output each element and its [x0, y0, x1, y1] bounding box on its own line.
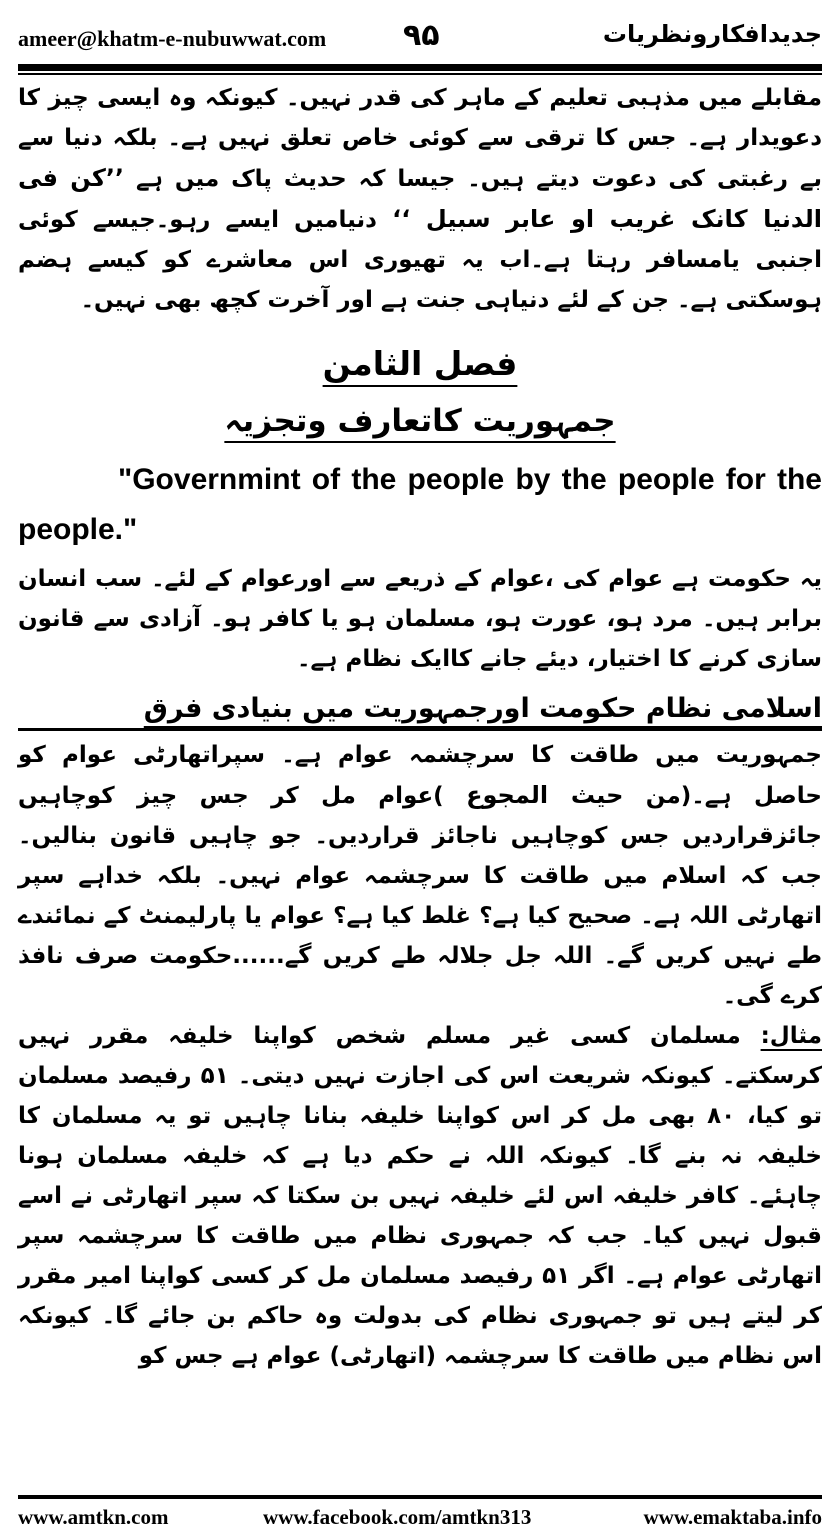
hadith-quote: ’’کن فی الدنیا کانک غریب او عابر سبیل ‘‘ — [18, 164, 822, 233]
example-text: مسلمان کسی غیر مسلم شخص کواپنا خلیفہ مقرر نہیں کرسکتے۔ کیونکہ شریعت اس کی اجازت نہیں دیتی۔ ۵۱ رفیصد مسلمان تو کیا، ۸۰ بھی مل کر اس کواپنا خلیفہ بنانا چاہیں تو یہ مسلمان کا خلیفہ نہ بنے گا۔ کیونکہ اللہ نے حکم دیا ہے کہ خلیفہ مسلمان ہونا چاہئے۔ کافر خلیفہ اس لئے خلیفہ نہیں بن سکتا کہ سپر اتھارٹی نے اسے قبول نہیں کیا۔ جب کہ جمہوری نظام میں طاقت کا سرچشمہ سپر اتھارٹی عوام ہے۔ اگر ۵۱ رفیصد مسلمان مل کر کسی کواپنا امیر مقرر کر لیتے ہیں تو جمہوری نظام کی بدولت وہ حاکم بن جائے گا۔ کیونکہ اس نظام میں طاقت کا سرچشمہ (اتھارٹی) عوام ہے جس کو — [18, 1023, 823, 1369]
footer-link-facebook[interactable]: www.facebook.com/amtkn313 — [263, 1505, 532, 1529]
example-paragraph — [18, 1016, 822, 1376]
footer-link-amtkn[interactable]: www.amtkn.com — [18, 1505, 169, 1529]
example-label: مثال: — [760, 1023, 822, 1049]
intro-line-3: دنیامیں ایسے رہو۔جیسے کوئی اجنبی یامسافر رہتا ہے۔اب یہ تھیوری اس معاشرے کو کیسے ہضم ہوسکتی ہے۔ جن کے لئے دنیاہی جنت ہے اور آخرت کچھ بھی نہیں۔ — [18, 207, 822, 313]
difference-after: )عوام مل کر جس چیز کوچاہیں جائزقراردیں جس کوچاہیں ناجائز قراردیں۔ جو چاہیں قانون بنالیں۔ جب کہ اسلام میں طاقت کا سرچشمہ عوام نہیں۔ بلکہ خداہے سپر اتھارٹی اللہ ہے۔ صحیح کیا ہے؟ غلط کیا ہے؟ عوام یا پارلیمنٹ کے نمائندے طے نہیں کریں گے۔ اللہ جل جلالہ طے کریں گے......حکومت صرف نافذ کرے گی۔ — [18, 783, 822, 1009]
page-number: ۹۵ — [403, 18, 440, 53]
section-divider — [18, 728, 822, 731]
difference-before: جمہوریت میں طاقت کا سرچشمہ عوام ہے۔ سپراتھارٹی عوام کو حاصل ہے۔(من — [18, 742, 822, 809]
page-footer — [18, 1505, 822, 1535]
section-title — [18, 344, 822, 383]
english-quote: "Governmint of the people by the people for the people." — [18, 463, 822, 546]
footer-rule — [18, 1495, 822, 1499]
footer-link-emaktaba[interactable]: www.emaktaba.info — [643, 1505, 822, 1529]
section-subtitle — [18, 403, 822, 439]
header-email: ameer@khatm-e-nubuwwat.com — [18, 26, 327, 51]
quote-translation: یہ حکومت ہے عوام کی ،عوام کے ذریعے سے اورعوام کے لئے۔ سب انسان برابر ہیں۔ مرد ہو، عورت ہو، مسلمان ہو یا کافر ہو۔ آزادی سے قانون سازی کرنے کا اختیار، دیئے جانے کاایک نظام ہے۔ — [18, 566, 822, 672]
page-body — [18, 78, 822, 1376]
header-rule-thick — [18, 64, 822, 71]
section-subtitle-text: جمہوریت کاتعارف وتجزیہ — [224, 403, 616, 439]
book-title: جدیدافکارونظریات — [602, 20, 822, 48]
page-header — [18, 20, 822, 60]
difference-heading — [18, 693, 822, 724]
intro-line-1: مقابلے میں مذہبی تعلیم کے ماہر کی قدر نہیں۔ کیونکہ وہ ایسی چیز کا دعویدار ہے۔ جس کا ترقی سے کوئی خاص تعلق نہیں ہے۔ بلکہ دنیا سے بے رغبتی کی دعوت دیتے ہیں۔ جیسا کہ حدیث پاک میں ہے — [18, 85, 823, 192]
section-title-text: فصل الثامن — [322, 344, 518, 383]
arabic-phrase: حیث المجوع — [466, 781, 624, 809]
difference-heading-text: اسلامی نظام حکومت اورجمہوریت میں بنیادی فرق — [143, 693, 822, 724]
intro-paragraph — [18, 78, 822, 320]
difference-paragraph — [18, 735, 822, 1016]
header-rule-thin — [18, 73, 822, 75]
